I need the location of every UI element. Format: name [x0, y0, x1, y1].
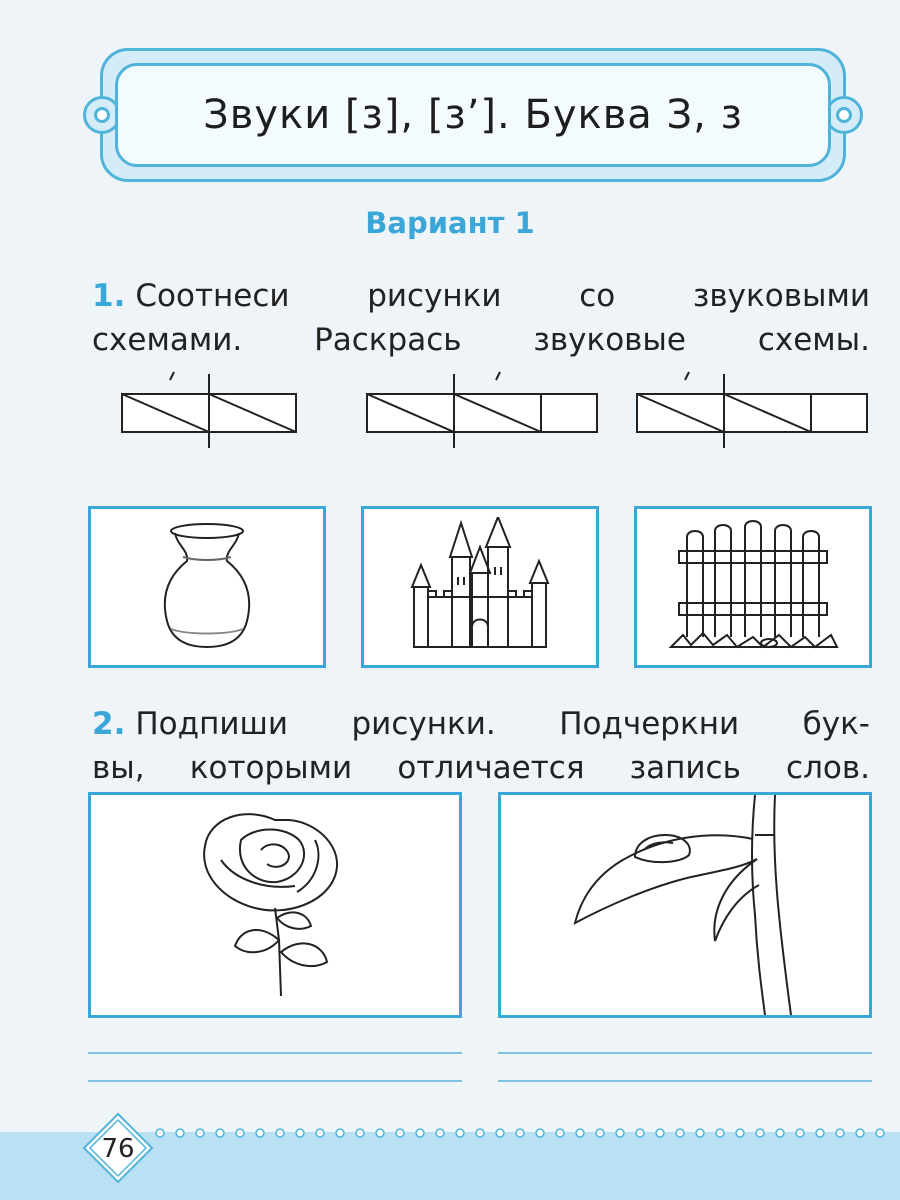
page-title: Звуки [з], [з’]. Буква З, з: [203, 92, 743, 138]
sound-schemes: [0, 360, 900, 460]
task-1-text-1: Соотнеси рисунки со звуковыми: [135, 278, 870, 314]
task-2-line-1: [92, 702, 870, 746]
task-1-line-1: [92, 274, 870, 318]
title-banner-inner: [115, 63, 831, 167]
picture-stem-with-drop[interactable]: [498, 792, 872, 1018]
task-1: [92, 274, 870, 362]
writing-line[interactable]: [498, 1052, 872, 1054]
sound-scheme-1[interactable]: [122, 372, 296, 448]
castle-icon: [400, 517, 560, 657]
rose-icon: [165, 800, 385, 1010]
task-1-number: 1.: [92, 278, 126, 314]
task-1-line-2: схемами. Раскрась звуковые схемы.: [92, 322, 870, 358]
stem-with-drop-icon: [525, 795, 845, 1015]
writing-line[interactable]: [498, 1080, 872, 1082]
writing-line[interactable]: [88, 1052, 462, 1054]
sound-scheme-2[interactable]: [367, 372, 597, 448]
page-number: 76: [101, 1134, 135, 1164]
page-number-badge: [86, 1112, 158, 1184]
task-2-text-1: Подпиши рисунки. Подчеркни бук-: [135, 706, 870, 742]
sound-scheme-3[interactable]: [637, 372, 867, 448]
task-2-number: 2.: [92, 706, 126, 742]
task-2-line-2: вы, которыми отличается запись слов.: [92, 750, 870, 786]
footer-dots: [150, 1126, 900, 1140]
writing-line[interactable]: [88, 1080, 462, 1082]
variant-label: Вариант 1: [365, 206, 535, 240]
picture-fence[interactable]: [634, 506, 872, 668]
title-banner: [100, 48, 846, 182]
vase-icon: [137, 517, 277, 657]
picture-vase[interactable]: [88, 506, 326, 668]
fence-icon: [663, 517, 843, 657]
picture-rose[interactable]: [88, 792, 462, 1018]
picture-castle[interactable]: [361, 506, 599, 668]
task-2: [92, 702, 870, 790]
